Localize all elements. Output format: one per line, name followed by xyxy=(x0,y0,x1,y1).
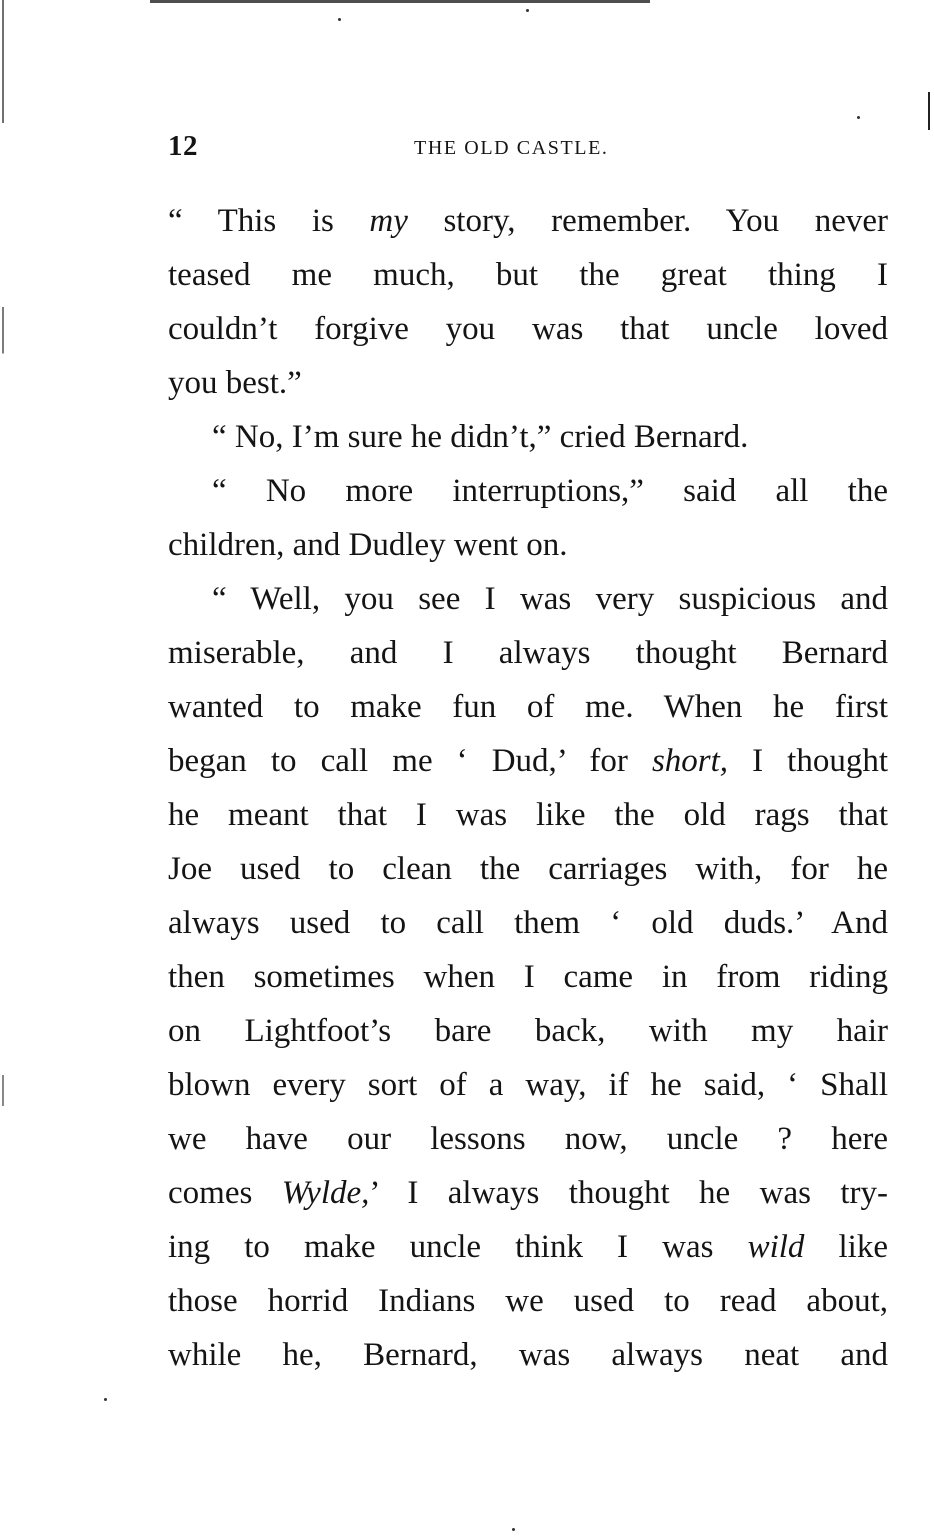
text-run: teased me much, but the great thing I xyxy=(168,257,888,293)
text-run: like xyxy=(804,1229,888,1265)
scan-speck xyxy=(512,1528,515,1531)
page-number: 12 xyxy=(168,130,198,162)
text-run: you best.” xyxy=(168,365,302,401)
text-run: comes xyxy=(168,1175,282,1211)
text-run: wanted to make fun of me. When he first xyxy=(168,689,888,725)
text-line xyxy=(168,626,888,680)
text-line xyxy=(168,1112,888,1166)
text-run: on Lightfoot’s bare back, with my hair xyxy=(168,1013,888,1049)
text-line xyxy=(168,356,888,410)
text-run: then sometimes when I came in from riding xyxy=(168,959,888,995)
body-text xyxy=(168,194,888,1382)
text-line xyxy=(168,896,888,950)
text-line xyxy=(168,788,888,842)
italic-word: Wylde, xyxy=(281,1175,370,1211)
text-line xyxy=(168,302,888,356)
scan-speck xyxy=(338,18,341,21)
text-run: miserable, and I always thought Bernard xyxy=(168,635,888,671)
text-run: “ No, I’m sure he didn’t,” cried Bernard. xyxy=(212,419,749,455)
italic-word: my xyxy=(369,203,408,239)
text-line xyxy=(168,572,888,626)
scan-right-mark xyxy=(928,92,930,130)
text-run: began to call me ‘ Dud,’ for xyxy=(168,743,652,779)
text-run: ing to make uncle think I was xyxy=(168,1229,748,1265)
text-run: he meant that I was like the old rags that xyxy=(168,797,888,833)
text-run: those horrid Indians we used to read about, xyxy=(168,1283,888,1319)
text-line xyxy=(168,1328,888,1382)
text-run: while he, Bernard, was always neat and xyxy=(168,1337,888,1373)
running-title: THE OLD CASTLE. xyxy=(414,137,609,159)
scan-edge-shadow xyxy=(2,0,4,1536)
text-line xyxy=(168,464,888,518)
text-run: we have our lessons now, uncle ? here xyxy=(168,1121,888,1157)
text-line xyxy=(168,1274,888,1328)
italic-word: short, xyxy=(651,743,729,779)
scan-speck xyxy=(857,116,860,119)
text-run: always used to call them ‘ old duds.’ And xyxy=(168,905,888,941)
text-line xyxy=(168,842,888,896)
text-run: Joe used to clean the carriages with, for he xyxy=(168,851,888,887)
scan-speck xyxy=(526,9,529,12)
page-header xyxy=(168,128,888,168)
text-run: blown every sort of a way, if he said, ‘ Shall xyxy=(168,1067,888,1103)
text-line xyxy=(168,680,888,734)
text-line xyxy=(168,1004,888,1058)
text-line xyxy=(168,518,888,572)
text-line xyxy=(168,248,888,302)
text-line xyxy=(168,1166,888,1220)
text-run: “ No more interruptions,” said all the xyxy=(212,473,888,509)
text-line xyxy=(168,1058,888,1112)
italic-word: wild xyxy=(747,1229,805,1265)
text-run: ’ I always thought he was try- xyxy=(369,1175,888,1211)
text-run: story, remember. You never xyxy=(407,203,888,239)
scan-speck xyxy=(104,1398,107,1401)
text-line xyxy=(168,1220,888,1274)
text-run: I thought xyxy=(728,743,888,779)
text-run: couldn’t forgive you was that uncle loved xyxy=(168,311,888,347)
text-run: “ Well, you see I was very suspicious and xyxy=(212,581,888,617)
text-line xyxy=(168,194,888,248)
text-line xyxy=(168,410,888,464)
text-run: “ This is xyxy=(168,203,370,239)
text-line xyxy=(168,950,888,1004)
scan-top-edge xyxy=(150,0,650,3)
text-run: children, and Dudley went on. xyxy=(168,527,568,563)
text-line xyxy=(168,734,888,788)
